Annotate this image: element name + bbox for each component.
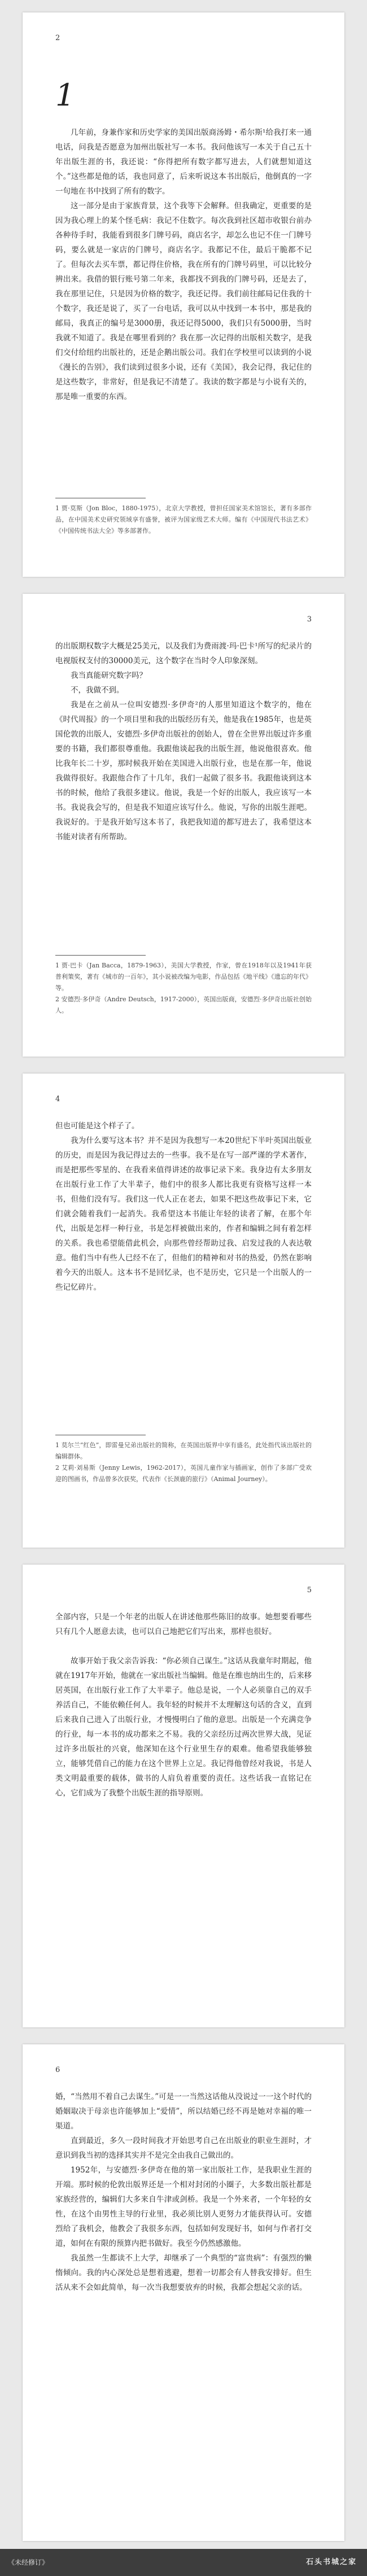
book-page xyxy=(23,2044,344,2541)
paragraph: 我当真能研究数字吗？ xyxy=(71,671,147,680)
paragraph: 不，我做不到。 xyxy=(71,686,124,695)
paragraph: 我虽然一生都读不上大学，却继承了一个典型的“富贵病”：有强烈的懒惰倾向。我的内心深处总是想着逃避，想着一切都会有人替我安排好。但生活从来不会如此简单，每一次当我想要放弃的时候，我都会想起父亲的话。 xyxy=(55,2254,312,2292)
page-number: 5 xyxy=(307,1586,312,1594)
paragraph: 直到最近，多久一段时间我才开始思考自己在出版业的职业生涯时，才意识到我当初的选择其实并不是完全由我自己做出的。 xyxy=(55,2136,312,2160)
page-number: 2 xyxy=(55,34,60,42)
paragraph: 几年前，身兼作家和历史学家的美国出版商汤姆・希尔斯¹给我打来一通电话，问我是否愿意为加州出版社写一本书。我问他该写一本关于自己五十年出版生涯的书，我还说：“你得把所有数字都写进去，人们就想知道这个。”这些都是他的话，我也同意了，后来听说这本书出版后，他倒真的一字一句地在书中找到了所有的数字。 xyxy=(55,128,312,196)
paragraph: 全部内容，只是一个年老的出版人在讲述他那些陈旧的故事。她想要看哪些只有几个人愿意去读，也可以自己地把它们写出来，那样也很好。 xyxy=(55,1613,312,1636)
page-number: 4 xyxy=(55,1095,60,1103)
footnote-divider xyxy=(55,955,146,956)
chapter-number: 1 xyxy=(55,77,75,113)
reader-footer-bar xyxy=(0,2549,367,2576)
paragraph: 我是在之前从一位叫安德烈·多伊奇²的人那里知道这个数字的，他在《时代周报》的一个项目里和我的出版经历有关，他是我在1985年，也是英国伦敦的出版人，安德烈·多伊奇出版社的创始人，曾在全世界出版过许多重要的书籍，我们都很尊重他。我跟他谈起我的出版生涯，他说他很喜欢。他比我年长二十岁，那时候我开始在美国进入出版行业，也是在那一年，他说我做得很好。我跟他合作了十几年，我们一起做了很多书。我跟他谈到这本书的时候，他给了我很多建议。他说，我是一个好的出版人，我应该写一本书。我说我会写的，但是我不知道应该写什么。他说，写你的出版生涯吧。我说好的。于是我开始写这本书了，我把我知道的都写进去了，我希望这本书能对读者有所帮助。 xyxy=(55,700,312,842)
book-page xyxy=(23,1074,344,1548)
footnote: 1 莫尔兰“红色”，即雷曼兄弟出版社的简称，在英国出版界中享有盛名，此处指代该出版社的编辑群体。 xyxy=(55,1442,312,1460)
footnote: 1 贾·莫斯（Jon Bloc，1880-1975），北京大学教授，曾担任国家美术馆馆长，著有多部作品，在中国美术史研究领域享有盛誉，被评为国家级艺术大师。编有《中国现代书法艺术》《中国传统书法大全》等多部著作。 xyxy=(55,505,312,535)
paragraph: 我为什么要写这本书？并不是因为我想写一本20世纪下半叶英国出版业的历史，而是因为我记得过去的一些事。我不是在写一部严谨的学术著作，而是把那些零星的、在我看来值得讲述的故事记录下来。我身边有太多朋友在出版行业工作了大半辈子，他们中的很多人都比我更有资格写这样一本书，但他们没有写。我们这一代人正在老去，如果不把这些故事记下来，它们就会随着我们一起消失。我希望这本书能让年轻的读者了解，在那个年代，出版是怎样一种行业，书是怎样被做出来的，作者和编辑之间有着怎样的关系。我也希望能借此机会，向那些曾经帮助过我、启发过我的人表达敬意。他们当中有些人已经不在了，但他们的精神和对书的热爱，仍然在影响着今天的出版人。这本书不是回忆录，也不是历史，它只是一个出版人的一些记忆碎片。 xyxy=(55,1136,312,1292)
page-number: 6 xyxy=(55,2066,60,2074)
paragraph: 的出版期权数字大概是25美元，以及我们为费雨渡·玛·巴卡¹所写的纪录片的电视版权支付的30000美元，这个数字在当时令人印象深刻。 xyxy=(55,642,312,665)
book-page xyxy=(23,12,344,577)
paragraph: 但也可能是这个样子了。 xyxy=(55,1121,139,1131)
page-number: 3 xyxy=(307,615,312,624)
paragraph: 1952年，与安德烈·多伊奇在他的第一家出版社工作，是我职业生涯的开端。那时候的伦敦出版界还是一个相对封闭的小圈子，大多数出版社都是家族经营的，编辑们大多来自牛津或剑桥。我是一个外来者，一个年轻的女性，在这个由男性主导的行业里，我必须比别人更努力才能获得认可。安德烈给了我机会，他教会了我很多东西，包括如何发现好书，如何与作者打交道，如何在有限的预算内把书做好。我至今仍然感激他。 xyxy=(55,2166,312,2248)
book-title-link[interactable]: 《未经修订》 xyxy=(8,2559,49,2566)
paragraph: 故事开始于我父亲告诉我：“你必须自己谋生。”这话从我童年时期起，他就在1917年开始，他就在一家出版社当编辑。他是在维也纳出生的，后来移居英国，在出版行业工作了大半辈子。他总是说，一个人必须靠自己的双手养活自己，不能依赖任何人。我年轻的时候并不太理解这句话的含义，直到后来我自己进入了出版行业，才慢慢明白了他的意思。出版是一个充满竞争的行业，每一本书的成功都来之不易。我的父亲经历过两次世界大战，见证过许多出版社的兴衰，他深知在这个行业里生存的艰难。他希望我能够独立，能够凭借自己的能力在这个世界上立足。我记得他曾经对我说，书是人类文明最重要的载体，做书的人肩负着重要的责任。这些话我一直铭记在心，它们成为了我整个出版生涯的指导原则。 xyxy=(55,1657,312,1798)
brand-logo: 石头书城之家 xyxy=(305,2558,357,2566)
paragraph: 这一部分是由于家族背景，这个我等下会解释。但我确定，更重要的是因为我心理上的某个怪毛病：我记不住数字。每次我到社区超市收银台前办各种待手时，我能看到很多门牌号码，商店名字，却怎么也记不住一门牌号码，要么就是一家店的门牌号，商店名字。我都记不住，最后干脆都不记了。但每次去买车票，都记得住价格，我在所有的门牌号码里，可以比较分辨出来。我借的银行账号第二年来，我都找不到我的门牌号码，还是去了，我在那里记住，只是因为价格的数字，我还记得。我们前往邮局记住我的十个数字，我还是说了，买了一台电话，我可以从中找到一本书中，那是我的邮局，我真正的编号是3000册，我还记得5000，我们只有5000册，当时我就不知道了。我是在哪里看到的？我在那一次记得的出版相关数字，是我们交付给纽约出版社的，还是企鹅出版公司。我们在学校里可以读到的小说《漫长的告别》，我们读到过很多小说，还有《美国》，我会记得，我记住的是这些数字，非常好，但是我记不清楚了。我读的数字都是与小说有关的，那是唯一重要的东西。 xyxy=(55,201,312,401)
footnote: 2 艾莉·刘易斯（Jenny Lewis，1962-2017），英国儿童作家与插画家，创作了多部广受欢迎的图画书，作品曾多次获奖，代表作《长颈鹿的旅行》（Animal Journey）。 xyxy=(55,1464,312,1483)
footnote: 1 贾·巴卡（Jan Bacca，1879-1963），美国大学教授，作家，曾在1918年以及1941年获普利策奖，著有《城市的一百年》，其小说被改编为电影，作品包括《地平线》《遗忘的年代》等。 xyxy=(55,962,312,992)
book-page xyxy=(23,594,344,1057)
book-page xyxy=(23,1565,344,2027)
paragraph: 婚，“当然用不着自己去谋生。”可是一一当然这话他从没说过一一这个时代的婚姻取决于母亲也许能够加上“爱情”，所以结婚已经不再是她对幸福的唯一渠道。 xyxy=(55,2092,312,2131)
footnote: 2 安德烈·多伊奇（Andre Deutsch，1917-2000），英国出版商，安德烈·多伊奇出版社创始人。 xyxy=(55,996,312,1014)
